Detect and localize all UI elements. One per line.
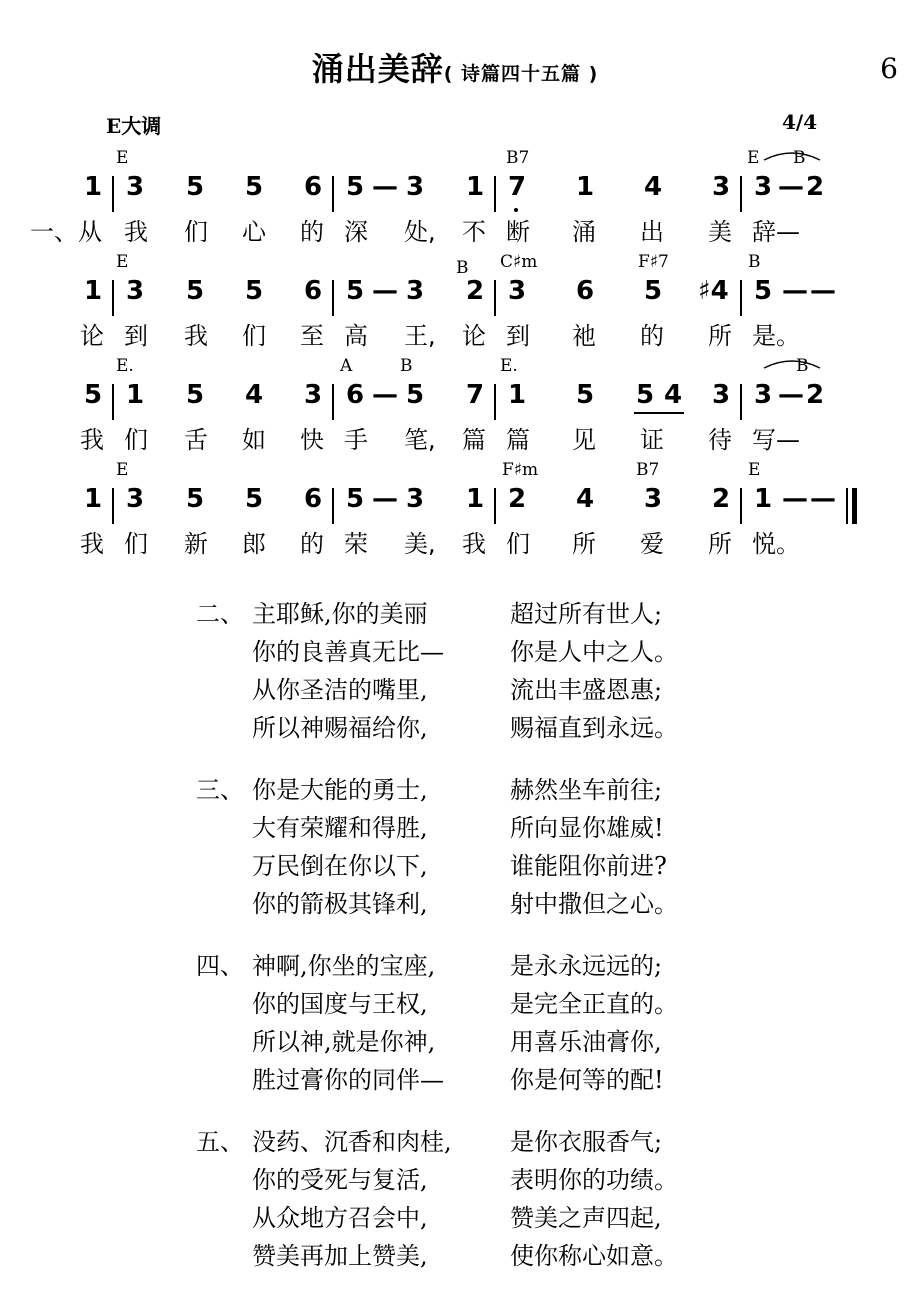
score-line-4 [0,458,910,558]
lyric: 们 [506,530,530,558]
chord: E [748,460,761,480]
lyric: 见 [572,426,596,454]
lyric: 美 [708,218,732,246]
lyric: 爱 [640,530,664,558]
lyric: 所 [708,322,732,350]
lyric: 我 [124,218,148,246]
stanza-2 [196,592,678,744]
chord: E [116,460,129,480]
note: 6 [304,172,323,202]
verse-line: 没药、沉香和肉桂, [252,1127,452,1156]
stanza-number: 五、 [196,1127,244,1156]
chord: B [793,148,806,168]
dash: — [782,484,808,514]
note: 3 [644,484,663,514]
stanza-number: 三、 [196,775,244,804]
lyric: 不 [462,218,486,246]
lyric: 舌 [184,426,208,454]
lyric: 高 [344,322,368,350]
stanza-4 [196,944,678,1096]
verse-line: 你是大能的勇士, [252,775,428,804]
verse-line: 赐福直到永远。 [510,713,678,742]
note: 3 [126,276,145,306]
lyric: 心 [242,218,266,246]
bar-line [332,384,334,420]
note: 1 [576,172,595,202]
lyric: 是。 [752,322,800,350]
note: 3 [126,172,145,202]
verse-line: 使你称心如意。 [510,1241,678,1270]
score-line-2 [0,250,910,350]
tie-mark [762,148,822,162]
lyric: 手 [344,426,368,454]
note: 3 [304,380,323,410]
lyric: 我 [80,530,104,558]
note: 5 [186,484,205,514]
sharp-note: ♯4 [698,276,729,306]
note: 2 [806,380,825,410]
lyric: 快 [300,426,324,454]
lyric: 涌 [572,218,596,246]
song-title [0,44,910,90]
verse-line: 你是何等的配! [510,1065,664,1094]
bar-line [740,488,742,524]
note: 6 [576,276,595,306]
bar-line [112,488,114,524]
verse-line: 你的箭极其锋利, [252,889,428,918]
lyric: 我 [80,426,104,454]
note: 3 [712,172,731,202]
chord: F♯7 [638,252,669,272]
page-number: 6 [880,52,898,85]
note: 1 [84,484,103,514]
lower-octave-dot [514,208,518,212]
note: 4 [245,380,264,410]
lyric: 们 [124,426,148,454]
verse-line: 超过所有世人; [510,599,663,628]
verse-line: 流出丰盛恩惠; [510,675,663,704]
lyric: 悦。 [752,530,800,558]
dash: — [782,276,808,306]
time-signature: 4/4 [782,110,818,134]
note: 4 [576,484,595,514]
dash: — [372,172,398,202]
note: 1 [754,484,773,514]
lyric: 新 [184,530,208,558]
chord: E [116,252,129,272]
verse-line: 用喜乐油膏你, [510,1027,662,1056]
final-bar-thick [852,488,857,524]
bar-line [112,384,114,420]
eighth-underline [634,412,684,414]
bar-line [740,384,742,420]
chord: B [796,356,809,376]
chord: E [747,148,760,168]
lyric: 待 [708,426,732,454]
note: 3 [754,380,773,410]
verse-line: 所向显你雄威! [510,813,664,842]
lyric: 论 [462,322,486,350]
chord: E. [500,356,518,376]
note: 1 [466,172,485,202]
lyric: 到 [124,322,148,350]
note: 4 [644,172,663,202]
lyric: 我 [184,322,208,350]
lyric: 所 [572,530,596,558]
bar-line [494,488,496,524]
verse-line: 谁能阻你前进? [510,851,667,880]
verse-line: 是你衣服香气; [510,1127,663,1156]
stanza-3 [196,768,678,920]
stanza-number: 四、 [196,951,244,980]
verse-line: 赞美之声四起, [510,1203,662,1232]
lyric: 篇 [462,426,486,454]
bar-line [112,280,114,316]
chord: B [456,258,469,278]
verse-line: 大有荣耀和得胜, [252,813,428,842]
verse-line: 赞美再加上赞美, [252,1241,428,1270]
lyric: 我 [462,530,486,558]
note: 7 [508,172,527,202]
dash: — [810,484,836,514]
note: 3 [406,172,425,202]
verse-line: 赫然坐车前往; [510,775,663,804]
note: 3 [508,276,527,306]
verses [196,592,678,1296]
verse-line: 万民倒在你以下, [252,851,428,880]
bar-line [494,280,496,316]
dash: — [372,276,398,306]
chord: C♯m [500,252,538,272]
chord: B [748,252,761,272]
lyric: 们 [242,322,266,350]
note: 1 [84,172,103,202]
bar-line [112,176,114,212]
dash: — [778,380,804,410]
note: 5 [245,172,264,202]
note: 3 [406,276,425,306]
note: 5 [245,484,264,514]
lyric: 写— [752,426,800,454]
note: 5 [84,380,103,410]
lyric: 的 [300,218,324,246]
chord: B7 [506,148,530,168]
note: 2 [712,484,731,514]
verse-line: 从你圣洁的嘴里, [252,675,428,704]
lyric: 王, [404,322,436,350]
bar-line [740,176,742,212]
note: 2 [508,484,527,514]
chord: A [340,356,353,376]
verse-line: 射中撒但之心。 [510,889,678,918]
lyric: 的 [300,530,324,558]
verse-line: 胜过膏你的同伴— [252,1065,444,1094]
lyric: 至 [300,322,324,350]
note: 2 [806,172,825,202]
chord: F♯m [502,460,539,480]
note: 5 [406,380,425,410]
lyric: 祂 [572,322,596,350]
chord: E [116,148,129,168]
note: 6 [346,380,365,410]
verse-line: 你的受死与复活, [252,1165,428,1194]
verse-line: 是完全正直的。 [510,989,678,1018]
chord: B7 [636,460,660,480]
verse-line: 所以神赐福给你, [252,713,428,742]
lyric: 到 [506,322,530,350]
verse-line: 主耶稣,你的美丽 [252,599,428,628]
bar-line [332,488,334,524]
note: 1 [508,380,527,410]
chord: B [400,356,413,376]
lyric: 断 [506,218,530,246]
dash: — [778,172,804,202]
note: 1 [84,276,103,306]
key-signature: E大调 [106,114,162,138]
note: 6 [304,484,323,514]
lyric: 美, [404,530,436,558]
tie-mark [762,356,822,370]
bar-line [332,280,334,316]
lyric: 的 [640,322,664,350]
stanza-5 [196,1120,678,1272]
note: 3 [712,380,731,410]
score-line-3 [0,354,910,454]
verse-line: 表明你的功绩。 [510,1165,678,1194]
score-line-1 [0,146,910,246]
verse-line: 是永永远远的; [510,951,663,980]
note: 5 [754,276,773,306]
note: 7 [466,380,485,410]
lyric: 荣 [344,530,368,558]
verse-line: 所以神,就是你神, [252,1027,436,1056]
note: 4 [664,380,683,410]
note: 5 [186,380,205,410]
lyric: 一、从 [30,218,102,246]
lyric: 郎 [242,530,266,558]
note: 5 [346,484,365,514]
bar-line [494,176,496,212]
note: 6 [304,276,323,306]
note: 5 [346,276,365,306]
verse-line: 神啊,你坐的宝座, [252,951,436,980]
note: 3 [126,484,145,514]
bar-line [740,280,742,316]
dash: — [372,380,398,410]
lyric: 辞— [752,218,800,246]
dash: — [372,484,398,514]
lyric: 笔, [404,426,436,454]
note: 2 [466,276,485,306]
note: 5 [186,172,205,202]
final-bar-thin [846,488,848,524]
lyric: 出 [640,218,664,246]
note: 1 [126,380,145,410]
verse-line: 你的国度与王权, [252,989,428,1018]
dash: — [810,276,836,306]
chord: E. [116,356,134,376]
note: 5 [636,380,655,410]
note: 1 [466,484,485,514]
lyric: 深 [344,218,368,246]
lyric: 们 [124,530,148,558]
subtitle-text: ( 诗篇四十五篇 ) [443,63,599,85]
lyric: 处, [404,218,436,246]
title-text: 涌出美辞 [311,50,444,88]
stanza-number: 二、 [196,599,244,628]
lyric: 证 [640,426,664,454]
verse-line: 你的良善真无比— [252,637,444,666]
bar-line [332,176,334,212]
lyric: 论 [80,322,104,350]
lyric: 如 [242,426,266,454]
note: 3 [754,172,773,202]
note: 5 [186,276,205,306]
note: 5 [346,172,365,202]
note: 5 [245,276,264,306]
lyric: 们 [184,218,208,246]
bar-line [494,384,496,420]
note: 3 [406,484,425,514]
note: 5 [644,276,663,306]
verse-line: 你是人中之人。 [510,637,678,666]
note: 5 [576,380,595,410]
verse-line: 从众地方召会中, [252,1203,428,1232]
lyric: 所 [708,530,732,558]
lyric: 篇 [506,426,530,454]
